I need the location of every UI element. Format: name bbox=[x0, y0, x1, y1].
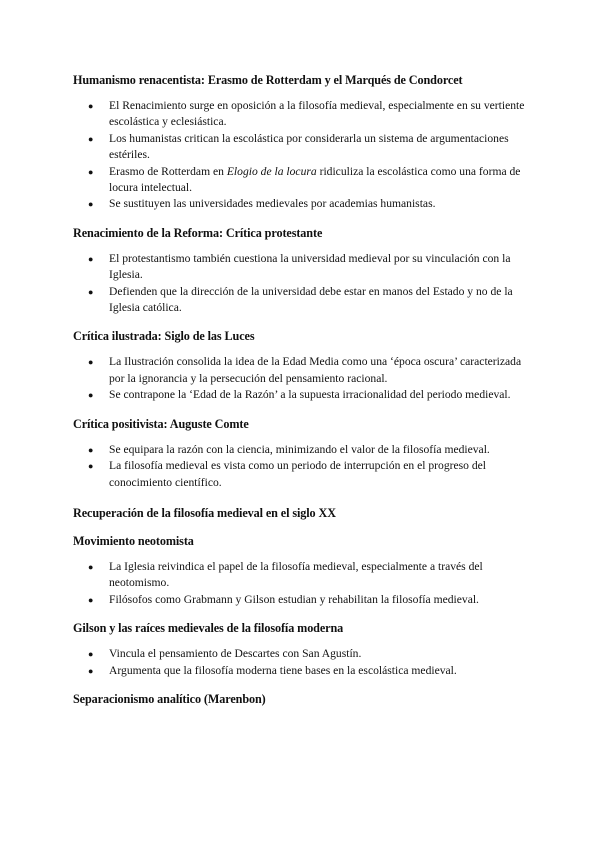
section-reforma bbox=[73, 225, 533, 317]
list-item: ● El Renacimiento surge en oposición a la filosofía medieval, especialmente en su vertiente escolástica y eclesiástica. bbox=[88, 99, 525, 129]
section-positivista bbox=[73, 416, 533, 491]
section-heading: Gilson y las raíces medievales de la filosofía moderna bbox=[73, 621, 344, 636]
list-item: ● La Ilustración consolida la idea de la Edad Media como una ‘época oscura’ caracterizada por la ignorancia y la persecución del pensamiento racional. bbox=[88, 355, 522, 385]
list-item: ● Argumenta que la filosofía moderna tiene bases en la escolástica medieval. bbox=[73, 663, 533, 679]
section-heading: Separacionismo analítico (Marenbon) bbox=[73, 691, 266, 706]
bullet-icon: ● bbox=[88, 665, 94, 676]
list-item: ● Filósofos como Grabmann y Gilson estudian y rehabilitan la filosofía medieval. bbox=[73, 592, 533, 608]
bullet-icon: ● bbox=[88, 253, 94, 264]
list-item: ● Defienden que la dirección de la universidad debe estar en manos del Estado y no de la Iglesia católica. bbox=[88, 284, 513, 315]
bullet-icon: ● bbox=[88, 594, 94, 605]
section-heading: Movimiento neotomista bbox=[73, 533, 194, 548]
bullet-list bbox=[73, 646, 533, 679]
document-content bbox=[73, 72, 533, 719]
bullet-icon: ● bbox=[88, 199, 94, 210]
section-heading: Recuperación de la filosofía medieval en el siglo XX bbox=[73, 505, 336, 520]
bullet-icon: ● bbox=[88, 357, 94, 368]
list-item: ● Se equipara la razón con la ciencia, minimizando el valor de la filosofía medieval. bbox=[73, 442, 533, 458]
section-recuperacion bbox=[73, 505, 533, 521]
bullet-icon: ● bbox=[88, 649, 94, 660]
book-title: Elogio de la locura bbox=[226, 164, 317, 178]
list-item: ● El protestantismo también cuestiona la universidad medieval por su vinculación con la Iglesia. bbox=[88, 251, 511, 282]
bullet-icon: ● bbox=[88, 133, 94, 144]
list-item: ● Los humanistas critican la escolástica por considerarla un sistema de argumentaciones estériles. bbox=[88, 131, 509, 162]
section-gilson bbox=[73, 620, 533, 679]
bullet-icon: ● bbox=[88, 461, 94, 472]
bullet-icon: ● bbox=[88, 286, 94, 297]
section-neotomista bbox=[73, 533, 533, 608]
list-item: ● Se contrapone la ‘Edad de la Razón’ a la supuesta irracionalidad del periodo medieval. bbox=[73, 387, 533, 403]
bullet-icon: ● bbox=[88, 101, 94, 111]
bullet-list bbox=[73, 354, 533, 403]
bullet-list bbox=[73, 251, 533, 317]
bullet-icon: ● bbox=[88, 390, 94, 401]
section-heading: Humanismo renacentista: Erasmo de Rotterdam y el Marqués de Condorcet bbox=[73, 73, 463, 87]
section-separacionismo bbox=[73, 691, 533, 707]
bullet-icon: ● bbox=[88, 166, 94, 177]
section-heading: Crítica positivista: Auguste Comte bbox=[73, 416, 249, 431]
list-item: ● La Iglesia reivindica el papel de la filosofía medieval, especialmente a través del neotomismo. bbox=[88, 559, 483, 590]
bullet-list bbox=[73, 442, 533, 491]
bullet-icon: ● bbox=[88, 444, 94, 455]
list-item: ● La filosofía medieval es vista como un periodo de interrupción en el progreso del conocimiento científico. bbox=[88, 459, 487, 489]
list-item: ● Se sustituyen las universidades medievales por academias humanistas. bbox=[73, 196, 533, 212]
section-humanismo bbox=[73, 72, 533, 213]
section-ilustrada bbox=[73, 328, 533, 403]
list-item: ● Vincula el pensamiento de Descartes con San Agustín. bbox=[73, 646, 533, 662]
section-heading: Crítica ilustrada: Siglo de las Luces bbox=[73, 329, 255, 344]
bullet-icon: ● bbox=[88, 561, 94, 572]
list-item: ● Erasmo de Rotterdam en Elogio de la locura ridiculiza la escolástica como una forma de locura intelectual. bbox=[88, 164, 521, 195]
bullet-list bbox=[73, 559, 533, 608]
bullet-list bbox=[73, 98, 533, 213]
section-heading: Renacimiento de la Reforma: Crítica protestante bbox=[73, 225, 323, 240]
